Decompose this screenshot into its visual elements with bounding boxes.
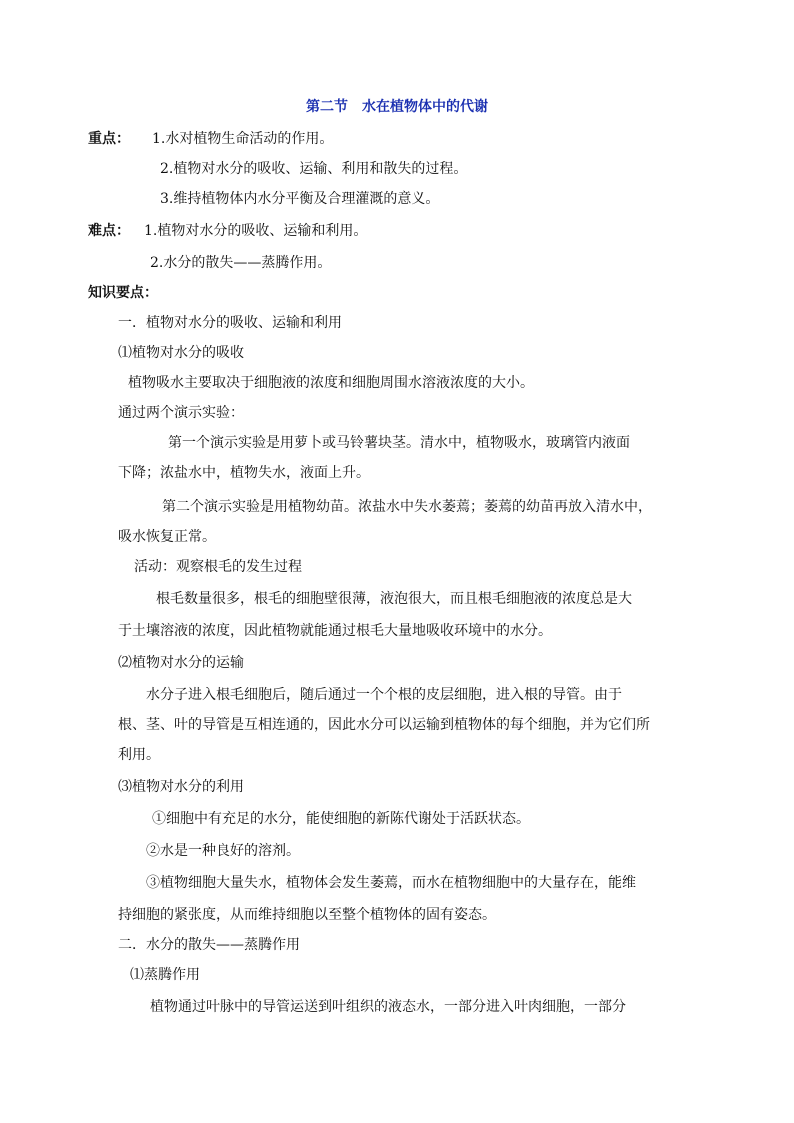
section-2-sub-1-heading: ⑴蒸腾作用 (130, 967, 200, 983)
list-item-line: ③植物细胞大量失水，植物体会发生萎蔫，而水在植物细胞中的大量存在，能维 (146, 875, 636, 891)
list-item: ①细胞中有充足的水分，能使细胞的新陈代谢处于活跃状态。 (152, 811, 530, 827)
key-point-item: 1.水对植物生命活动的作用。 (152, 131, 334, 147)
list-item-line: 持细胞的紧张度，从而维持细胞以至整个植物体的固有姿态。 (118, 907, 496, 923)
paragraph-line: 利用。 (118, 747, 160, 763)
difficult-point-item: 1.植物对水分的吸收、运输和利用。 (144, 223, 368, 239)
difficult-points-label: 难点： (88, 223, 130, 239)
paragraph-line: 于土壤溶液的浓度，因此植物就能通过根毛大量地吸收环境中的水分。 (118, 623, 552, 639)
paragraph: 通过两个演示实验： (118, 405, 244, 421)
paragraph-line: 第二个演示实验是用植物幼苗。浓盐水中失水萎蔫；萎蔫的幼苗再放入清水中， (162, 499, 652, 515)
difficult-points-line-1 (88, 222, 367, 240)
key-points-line-1 (88, 130, 333, 148)
activity-line: 活动：观察根毛的发生过程 (134, 559, 302, 575)
difficult-point-item: 2.水分的散失——蒸腾作用。 (150, 255, 332, 271)
paragraph-line: 根、茎、叶的导管是互相连通的，因此水分可以运输到植物体的每个细胞，并为它们所 (118, 717, 650, 733)
knowledge-label: 知识要点： (88, 285, 158, 301)
section-1-sub-1-heading: ⑴植物对水分的吸收 (118, 345, 244, 361)
paragraph: 植物吸水主要取决于细胞液的浓度和细胞周围水溶液浓度的大小。 (128, 375, 534, 391)
list-item: ②水是一种良好的溶剂。 (146, 843, 300, 859)
section-1-sub-3-heading: ⑶植物对水分的利用 (118, 779, 244, 795)
paragraph-line: 根毛数量很多，根毛的细胞壁很薄，液泡很大，而且根毛细胞液的浓度总是大 (156, 591, 632, 607)
key-point-item: 3.维持植物体内水分平衡及合理灌溉的意义。 (160, 191, 440, 207)
key-point-item: 2.植物对水分的吸收、运输、利用和散失的过程。 (160, 161, 468, 177)
paragraph-line: 植物通过叶脉中的导管运送到叶组织的液态水，一部分进入叶肉细胞，一部分 (150, 999, 626, 1015)
paragraph-line: 第一个演示实验是用萝卜或马铃薯块茎。清水中，植物吸水，玻璃管内液面 (168, 435, 630, 451)
section-1-sub-2-heading: ⑵植物对水分的运输 (118, 655, 244, 671)
page-title: 第二节 水在植物体中的代谢 (306, 99, 488, 115)
paragraph-line: 吸水恢复正常。 (118, 529, 216, 545)
section-1-heading: 一．植物对水分的吸收、运输和利用 (118, 315, 342, 331)
paragraph-line: 水分子进入根毛细胞后，随后通过一个个根的皮层细胞，进入根的导管。由于 (146, 687, 622, 703)
key-points-label: 重点： (88, 131, 130, 147)
paragraph-line: 下降；浓盐水中，植物失水，液面上升。 (118, 465, 370, 481)
section-2-heading: 二．水分的散失——蒸腾作用 (118, 937, 300, 953)
